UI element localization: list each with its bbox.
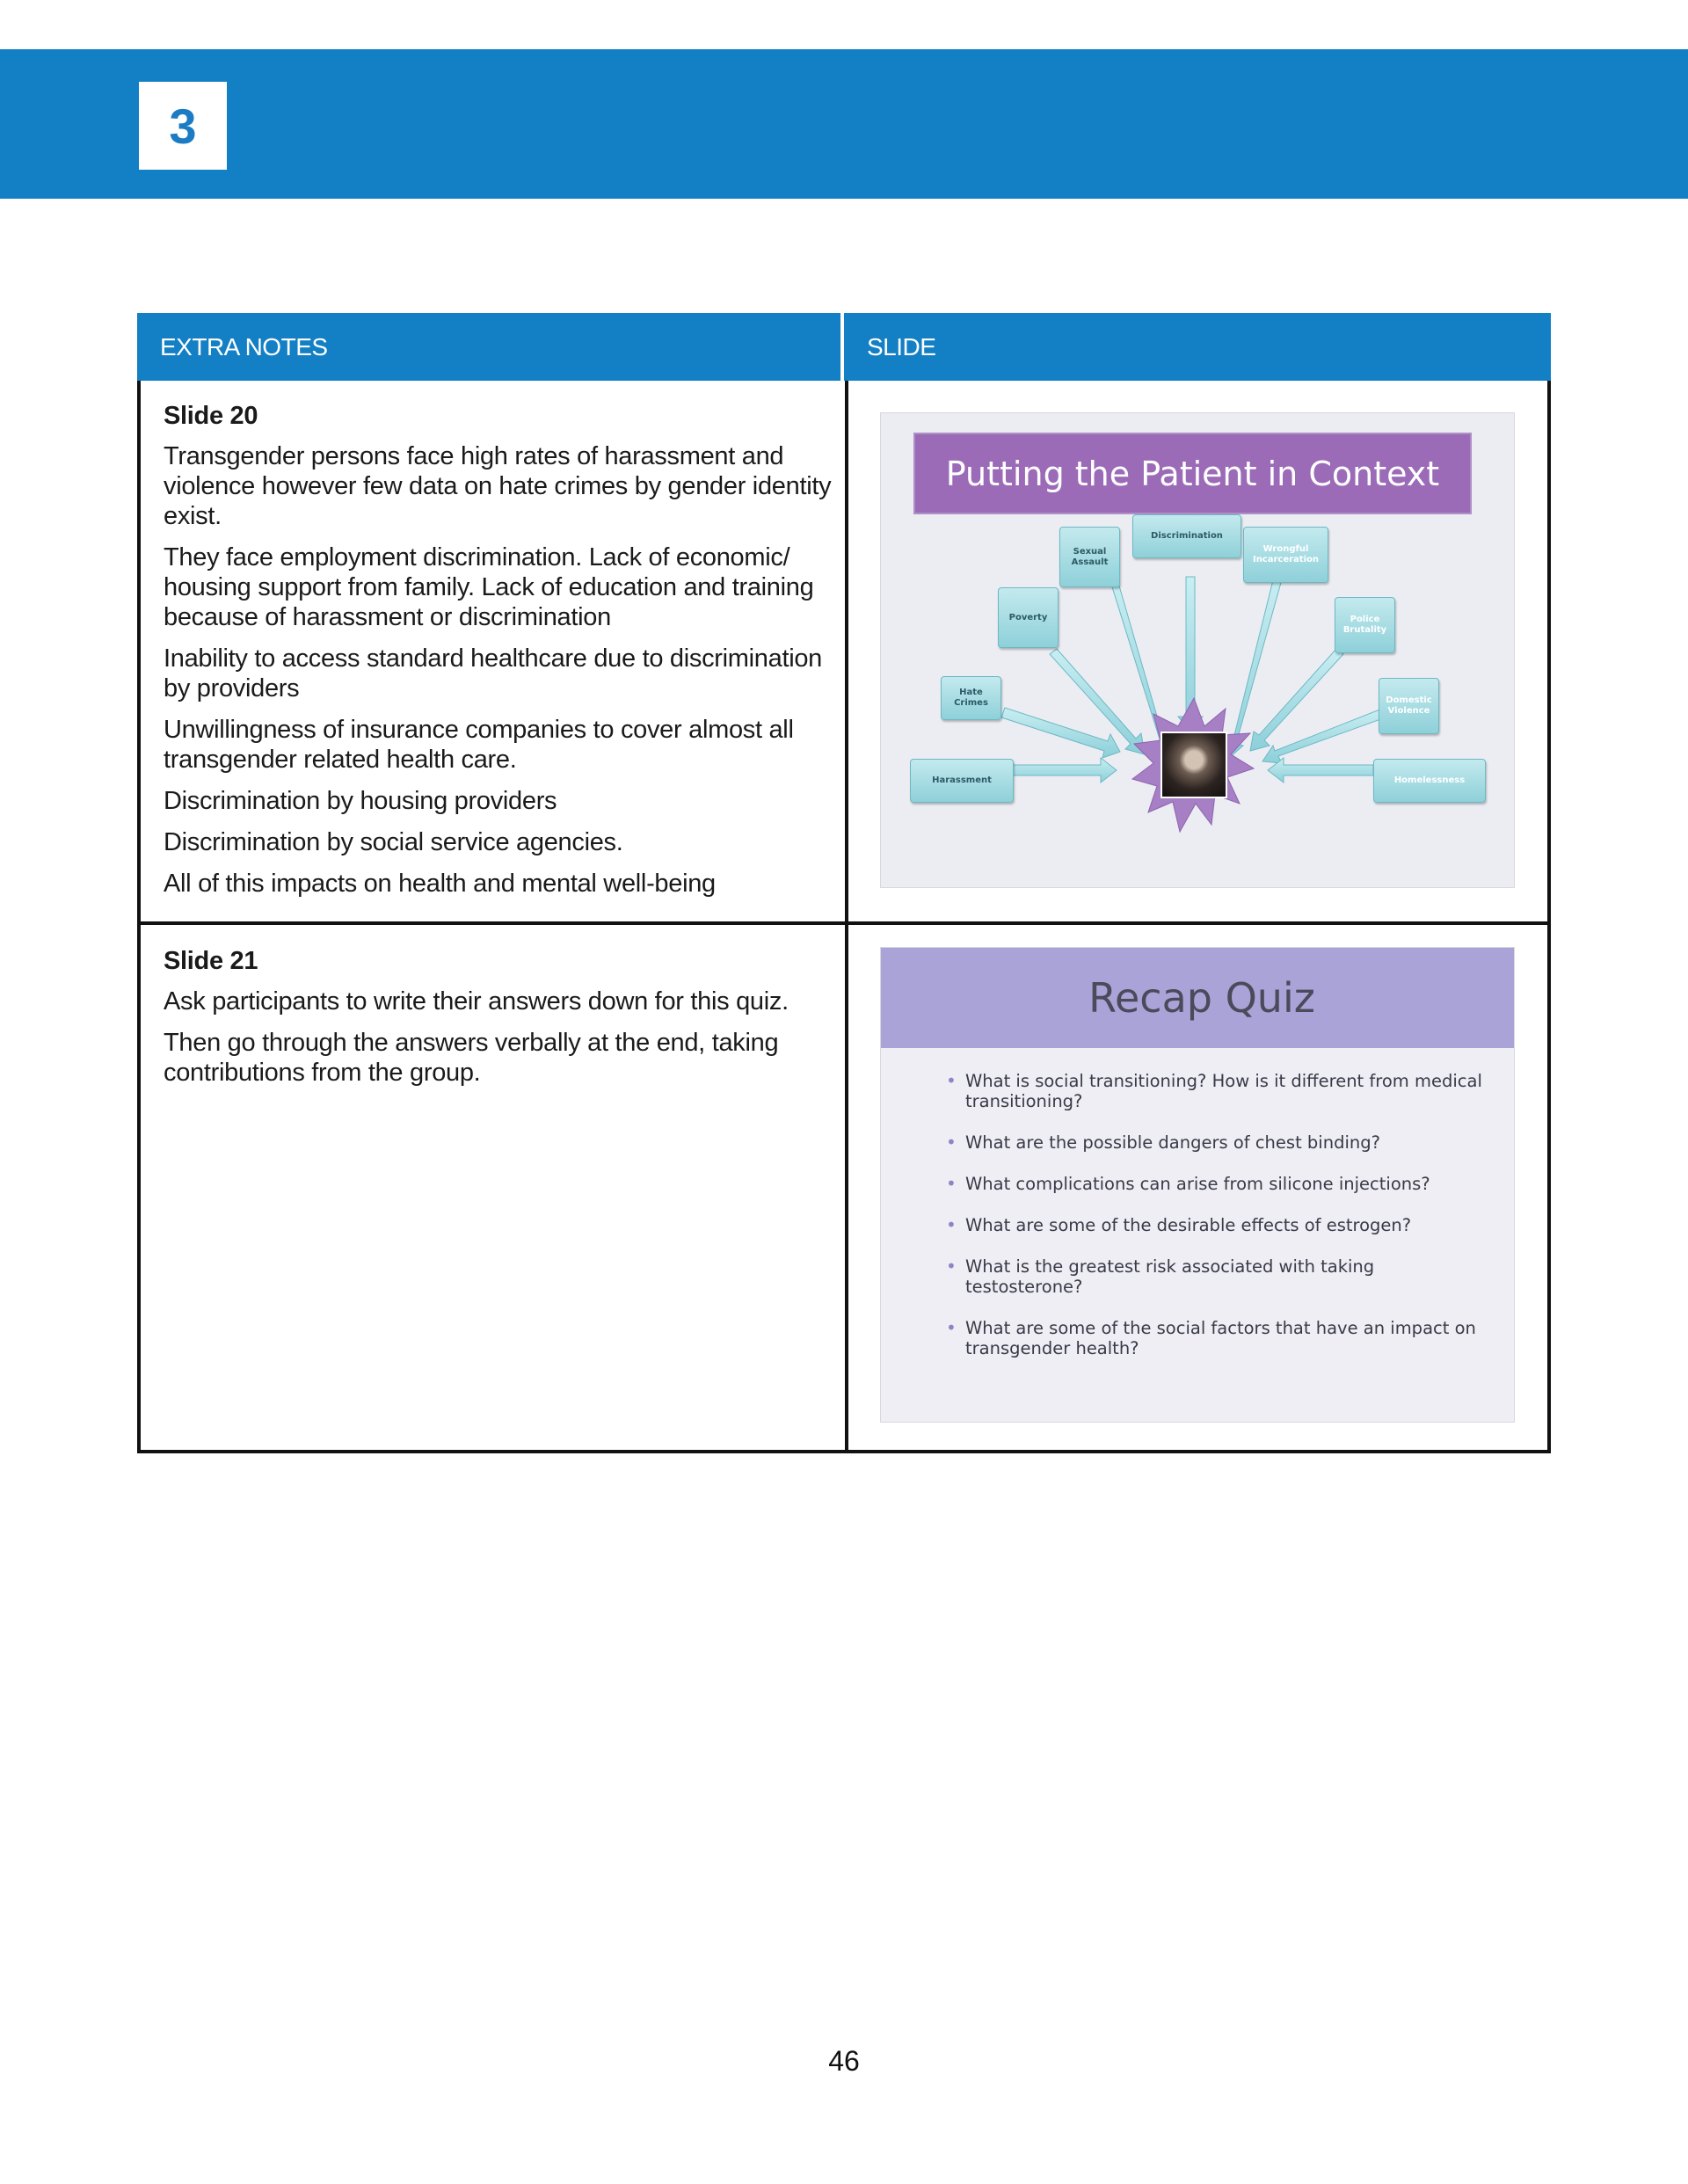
chapter-header-bar [0, 49, 1688, 199]
note-paragraph: Unwillingness of insurance companies to cover almost all transgender related health care. [164, 716, 794, 774]
quiz-question: • What is the greatest risk associated with taking testosterone? [946, 1256, 1375, 1297]
box-harassment: Harassment [910, 759, 1014, 803]
note-paragraph: Transgender persons face high rates of harassment and violence however few data on hate crimes by gender identity exist. [164, 442, 832, 530]
note-paragraph: All of this impacts on health and mental well-being [164, 870, 716, 898]
slide-20-notes [164, 401, 832, 910]
arrow-hate-crimes [1001, 708, 1120, 758]
notes-slide-table [137, 313, 1551, 1453]
slide-21-heading: Slide 21 [164, 947, 258, 975]
quiz-question: • What complications can arise from silicone injections? [946, 1173, 1430, 1194]
row-divider [141, 921, 1547, 925]
chapter-number: 3 [169, 98, 197, 154]
box-discrimination: Discrimination [1132, 514, 1241, 558]
note-paragraph: They face employment discrimination. Lack of economic/ housing support from family. Lack of education and training because of harassment or discrimination [164, 543, 814, 631]
bullet-icon: • [946, 1132, 957, 1153]
chapter-badge [139, 82, 227, 170]
bullet-icon: • [946, 1256, 957, 1277]
box-homelessness: Homelessness [1373, 759, 1486, 803]
note-paragraph: Then go through the answers verbally at the end, taking contributions from the group. [164, 1029, 779, 1087]
box-hate-crimes: Hate Crimes [941, 676, 1001, 720]
quiz-question: • What are some of the desirable effects of estrogen? [946, 1214, 1412, 1235]
slide-21-thumbnail [880, 947, 1515, 1423]
box-sexual-assault: Sexual Assault [1059, 527, 1120, 587]
arrow-homelessness [1268, 758, 1373, 783]
quiz-question: • What is social transitioning? How is it different from medical transitioning? [946, 1070, 1482, 1111]
box-poverty: Poverty [998, 587, 1059, 648]
bullet-icon: • [946, 1173, 957, 1194]
table-header [137, 313, 1551, 381]
note-paragraph: Ask participants to write their answers down for this quiz. [164, 987, 789, 1016]
slide-21-notes [164, 946, 832, 1099]
diagram-arrows [881, 413, 1515, 888]
bullet-icon: • [946, 1070, 957, 1091]
quiz-question: • What are the possible dangers of chest binding? [946, 1132, 1380, 1153]
slide-20-title: Putting the Patient in Context [913, 433, 1472, 514]
box-wrongful-incarceration: Wrongful Incarceration [1243, 527, 1328, 583]
box-domestic-violence: Domestic Violence [1379, 678, 1439, 734]
column-header-slide: SLIDE [844, 313, 1551, 381]
column-divider [845, 381, 848, 1450]
note-paragraph: Discrimination by housing providers [164, 787, 557, 815]
quiz-question: • What are some of the social factors that have an impact on transgender health? [946, 1317, 1476, 1358]
bullet-icon: • [946, 1214, 957, 1235]
slide-20-thumbnail [880, 412, 1515, 888]
arrow-harassment [999, 758, 1117, 783]
box-police-brutality: Police Brutality [1335, 597, 1395, 653]
column-header-extra-notes: EXTRA NOTES [137, 313, 840, 381]
quiz-question-list [944, 1071, 1489, 1380]
page-number: 46 [828, 2045, 860, 2077]
bullet-icon: • [946, 1317, 957, 1338]
note-paragraph: Discrimination by social service agencies. [164, 828, 623, 856]
slide-21-title-band [881, 948, 1515, 1048]
slide-21-title: Recap Quiz [1088, 974, 1315, 1022]
note-paragraph: Inability to access standard healthcare due to discrimination by providers [164, 644, 823, 703]
slide-20-heading: Slide 20 [164, 402, 258, 430]
patient-photo [1160, 732, 1227, 798]
